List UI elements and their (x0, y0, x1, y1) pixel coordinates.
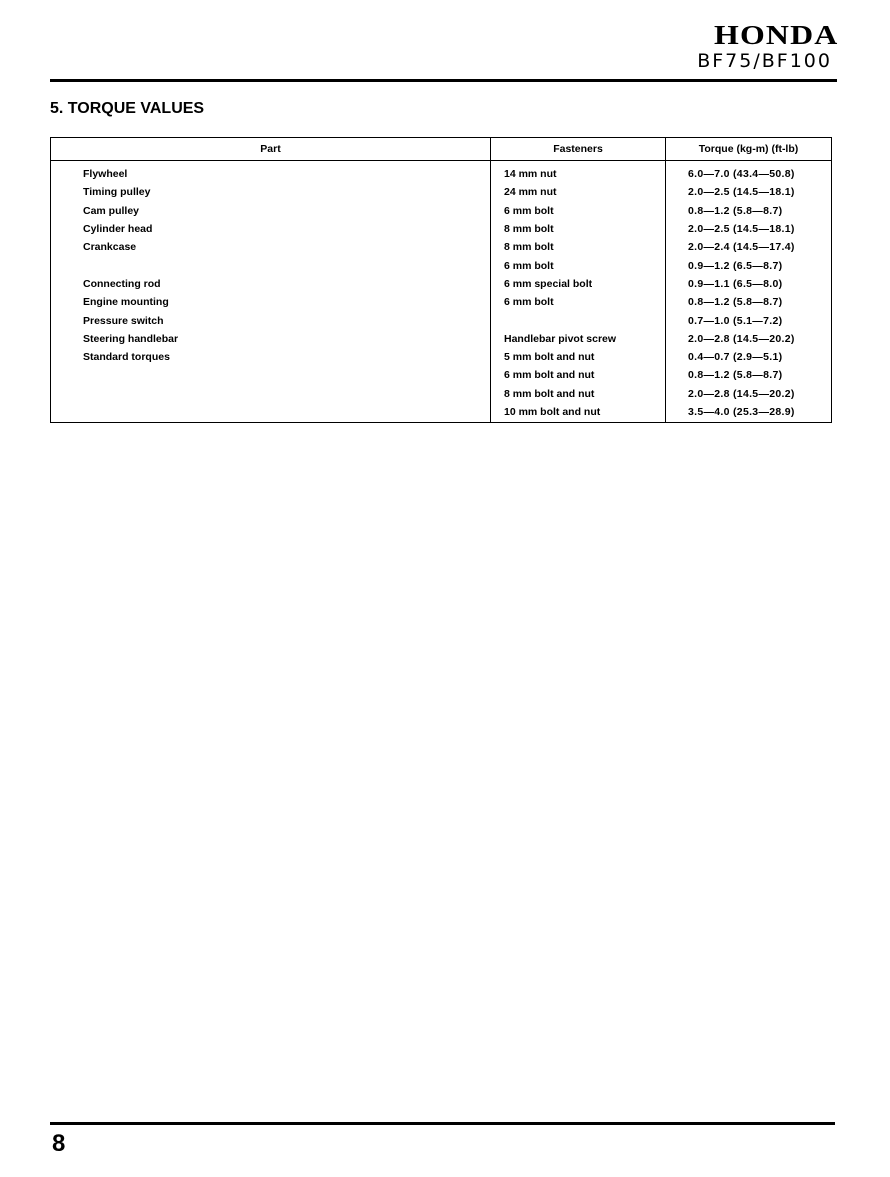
fastener-cell: Handlebar pivot screw (491, 330, 666, 348)
torque-cell: 0.9—1.1 (6.5—8.0) (666, 275, 832, 293)
table-row (51, 348, 832, 366)
part-cell (51, 403, 491, 423)
torque-cell: 2.0—2.8 (14.5—20.2) (666, 385, 832, 403)
part-cell: Steering handlebar (51, 330, 491, 348)
column-header-torque: Torque (kg-m) (ft-lb) (666, 138, 832, 161)
fastener-cell: 6 mm bolt (491, 256, 666, 274)
torque-cell: 2.0—2.5 (14.5—18.1) (666, 220, 832, 238)
table-row (51, 366, 832, 384)
torque-cell: 0.8—1.2 (5.8—8.7) (666, 366, 832, 384)
part-cell: Cylinder head (51, 220, 491, 238)
table-row (51, 238, 832, 256)
fastener-cell: 24 mm nut (491, 183, 666, 201)
header-rule (50, 79, 837, 82)
table-row (51, 275, 832, 293)
torque-cell: 6.0—7.0 (43.4—50.8) (666, 161, 832, 184)
table-header-row (51, 138, 832, 161)
torque-cell: 0.9—1.2 (6.5—8.7) (666, 256, 832, 274)
fastener-cell: 8 mm bolt and nut (491, 385, 666, 403)
part-cell: Pressure switch (51, 311, 491, 329)
fastener-cell: 10 mm bolt and nut (491, 403, 666, 423)
fastener-cell: 8 mm bolt (491, 220, 666, 238)
table-row (51, 385, 832, 403)
torque-cell: 0.4—0.7 (2.9—5.1) (666, 348, 832, 366)
table-row (51, 293, 832, 311)
table-row (51, 256, 832, 274)
part-cell: Cam pulley (51, 202, 491, 220)
part-cell: Timing pulley (51, 183, 491, 201)
part-cell (51, 385, 491, 403)
table-row (51, 183, 832, 201)
torque-cell: 0.8—1.2 (5.8—8.7) (666, 293, 832, 311)
page-number: 8 (52, 1130, 66, 1157)
fastener-cell: 6 mm bolt (491, 202, 666, 220)
torque-cell: 3.5—4.0 (25.3—28.9) (666, 403, 832, 423)
table-row (51, 330, 832, 348)
fastener-cell: 5 mm bolt and nut (491, 348, 666, 366)
torque-cell: 0.8—1.2 (5.8—8.7) (666, 202, 832, 220)
table-row (51, 161, 832, 184)
fastener-cell: 8 mm bolt (491, 238, 666, 256)
torque-table (50, 137, 832, 423)
column-header-fasteners: Fasteners (491, 138, 666, 161)
table-row (51, 220, 832, 238)
part-cell (51, 366, 491, 384)
part-cell (51, 256, 491, 274)
part-cell: Flywheel (51, 161, 491, 184)
part-cell: Standard torques (51, 348, 491, 366)
column-header-part: Part (51, 138, 491, 161)
table-row (51, 202, 832, 220)
torque-cell: 2.0—2.5 (14.5—18.1) (666, 183, 832, 201)
fastener-cell: 6 mm special bolt (491, 275, 666, 293)
fastener-cell (491, 311, 666, 329)
torque-cell: 2.0—2.8 (14.5—20.2) (666, 330, 832, 348)
torque-cell: 2.0—2.4 (14.5—17.4) (666, 238, 832, 256)
torque-table-body (51, 161, 832, 423)
model-number: BF75/BF100 (697, 50, 832, 72)
table-row (51, 311, 832, 329)
section-title: 5. TORQUE VALUES (50, 100, 205, 117)
brand-logo: HONDA (713, 20, 838, 50)
table-row (51, 403, 832, 423)
fastener-cell: 14 mm nut (491, 161, 666, 184)
fastener-cell: 6 mm bolt (491, 293, 666, 311)
part-cell: Engine mounting (51, 293, 491, 311)
torque-cell: 0.7—1.0 (5.1—7.2) (666, 311, 832, 329)
footer-rule (50, 1122, 835, 1125)
fastener-cell: 6 mm bolt and nut (491, 366, 666, 384)
part-cell: Connecting rod (51, 275, 491, 293)
part-cell: Crankcase (51, 238, 491, 256)
